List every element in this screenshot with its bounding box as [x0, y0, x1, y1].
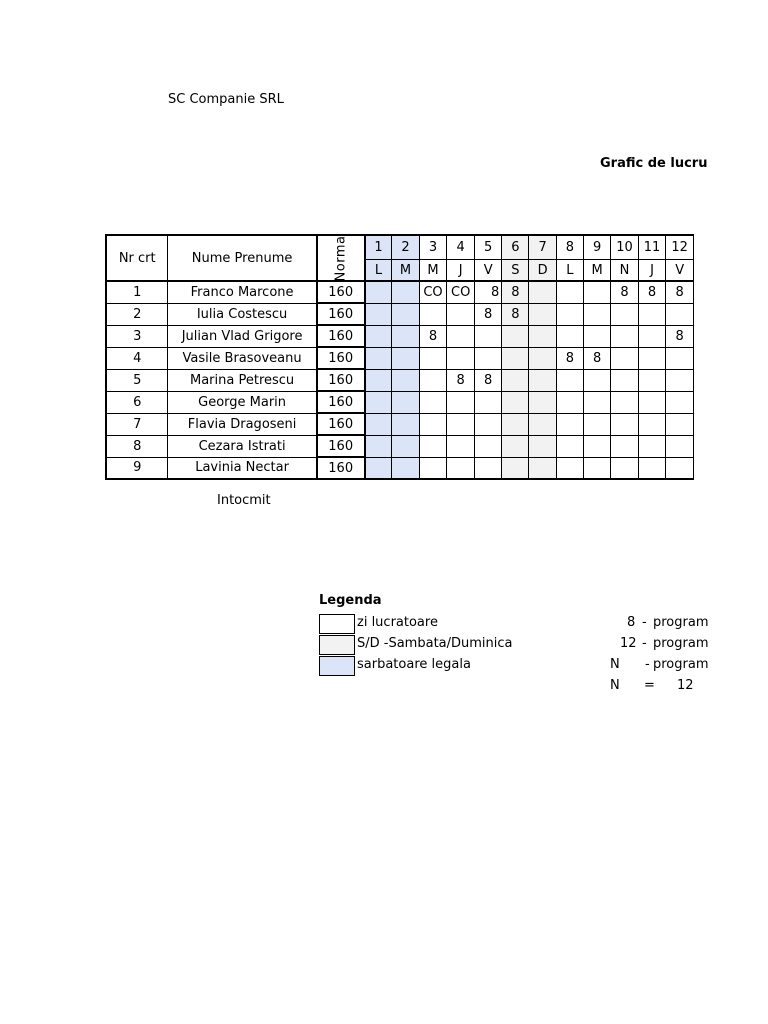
schedule-cell[interactable]	[392, 281, 419, 303]
row-norma[interactable]: 160	[317, 303, 365, 325]
row-norma[interactable]: 160	[317, 413, 365, 435]
schedule-cell[interactable]: 8	[556, 347, 583, 369]
schedule-cell[interactable]	[666, 457, 694, 479]
table-row	[106, 325, 694, 347]
schedule-cell[interactable]	[475, 435, 502, 457]
schedule-cell[interactable]	[529, 325, 556, 347]
schedule-cell[interactable]	[529, 391, 556, 413]
schedule-cell[interactable]: 8	[583, 347, 610, 369]
eq-op: =	[644, 678, 655, 693]
schedule-cell[interactable]	[611, 413, 639, 435]
schedule-cell[interactable]	[611, 435, 639, 457]
schedule-cell[interactable]	[638, 369, 666, 391]
schedule-cell[interactable]	[583, 413, 610, 435]
weekday-12: V	[666, 260, 694, 282]
schedule-cell[interactable]: 8	[502, 281, 529, 303]
legend-swatch	[319, 635, 355, 655]
row-name: Flavia Dragoseni	[168, 413, 317, 435]
table-row	[106, 347, 694, 369]
schedule-cell[interactable]	[529, 281, 556, 303]
schedule-cell[interactable]: 8	[666, 281, 694, 303]
schedule-cell[interactable]	[638, 325, 666, 347]
row-nr: 1	[106, 281, 168, 303]
day-number-10: 10	[611, 235, 639, 260]
schedule-cell[interactable]	[529, 457, 556, 479]
schedule-viewport	[105, 230, 694, 480]
header-row-days	[106, 235, 694, 260]
schedule-cell[interactable]	[475, 413, 502, 435]
page-title: Grafic de lucru	[600, 156, 708, 171]
row-norma[interactable]: 160	[317, 347, 365, 369]
row-name: Vasile Brasoveanu	[168, 347, 317, 369]
schedule-cell[interactable]: 8	[475, 303, 502, 325]
eq-right: 12	[677, 678, 694, 693]
schedule-cell[interactable]: 8	[447, 369, 475, 391]
day-number-3: 3	[419, 235, 447, 260]
day-number-6: 6	[502, 235, 529, 260]
schedule-cell[interactable]	[611, 457, 639, 479]
legend-sep: -	[642, 636, 647, 651]
weekday-10: N	[611, 260, 639, 282]
schedule-cell[interactable]	[447, 435, 475, 457]
row-nr: 7	[106, 413, 168, 435]
table-row	[106, 303, 694, 325]
schedule-cell[interactable]	[502, 325, 529, 347]
schedule-cell[interactable]	[502, 369, 529, 391]
schedule-cell[interactable]	[611, 325, 639, 347]
schedule-cell[interactable]	[447, 413, 475, 435]
schedule-cell[interactable]	[365, 457, 392, 479]
schedule-cell[interactable]	[475, 391, 502, 413]
day-number-12: 12	[666, 235, 694, 260]
eq-left: N	[610, 678, 620, 693]
schedule-cell[interactable]	[583, 457, 610, 479]
schedule-cell[interactable]	[666, 413, 694, 435]
table-row	[106, 435, 694, 457]
weekday-8: L	[556, 260, 583, 282]
schedule-cell[interactable]	[529, 303, 556, 325]
schedule-cell[interactable]: 8	[475, 281, 502, 303]
row-norma[interactable]: 160	[317, 369, 365, 391]
row-name: Iulia Costescu	[168, 303, 317, 325]
company-name: SC Companie SRL	[168, 92, 284, 107]
schedule-cell[interactable]	[556, 325, 583, 347]
schedule-cell[interactable]	[502, 457, 529, 479]
row-name: Marina Petrescu	[168, 369, 317, 391]
schedule-cell[interactable]	[666, 435, 694, 457]
schedule-cell[interactable]	[611, 391, 639, 413]
row-name: George Marin	[168, 391, 317, 413]
schedule-cell[interactable]	[583, 435, 610, 457]
day-number-5: 5	[475, 235, 502, 260]
schedule-cell[interactable]	[419, 303, 447, 325]
legend-code: 12	[620, 636, 637, 651]
row-nr: 8	[106, 435, 168, 457]
schedule-cell[interactable]	[529, 369, 556, 391]
table-row	[106, 413, 694, 435]
schedule-cell[interactable]	[666, 347, 694, 369]
day-number-1: 1	[365, 235, 392, 260]
row-nr: 5	[106, 369, 168, 391]
schedule-cell[interactable]	[392, 303, 419, 325]
schedule-cell[interactable]	[447, 391, 475, 413]
schedule-cell[interactable]	[475, 457, 502, 479]
row-name: Julian Vlad Grigore	[168, 325, 317, 347]
table-row	[106, 391, 694, 413]
schedule-cell[interactable]	[529, 413, 556, 435]
schedule-cell[interactable]	[419, 435, 447, 457]
row-nr: 9	[106, 457, 168, 479]
weekday-6: S	[502, 260, 529, 282]
schedule-cell[interactable]	[392, 413, 419, 435]
row-name: Lavinia Nectar	[168, 457, 317, 479]
legend-label: sarbatoare legala	[357, 657, 471, 672]
schedule-cell[interactable]	[365, 413, 392, 435]
schedule-cell[interactable]: 8	[502, 303, 529, 325]
day-number-4: 4	[447, 235, 475, 260]
schedule-cell[interactable]	[638, 435, 666, 457]
schedule-cell[interactable]	[502, 413, 529, 435]
prepared-by-label: Intocmit	[217, 493, 271, 508]
legend-code: 8	[627, 615, 636, 630]
schedule-cell[interactable]	[583, 391, 610, 413]
row-nr: 2	[106, 303, 168, 325]
schedule-cell[interactable]	[502, 391, 529, 413]
weekday-1: L	[365, 260, 392, 282]
weekday-9: M	[583, 260, 610, 282]
schedule-cell[interactable]	[392, 347, 419, 369]
schedule-cell[interactable]	[419, 391, 447, 413]
schedule-cell[interactable]	[419, 347, 447, 369]
weekday-4: J	[447, 260, 475, 282]
schedule-cell[interactable]	[365, 303, 392, 325]
schedule-cell[interactable]: 8	[475, 369, 502, 391]
row-norma[interactable]: 160	[317, 457, 365, 479]
schedule-cell[interactable]	[556, 457, 583, 479]
schedule-cell[interactable]: CO	[419, 281, 447, 303]
header-nr-crt: Nr crt	[106, 235, 168, 281]
schedule-cell[interactable]	[556, 435, 583, 457]
schedule-cell[interactable]: 8	[666, 325, 694, 347]
weekday-3: M	[419, 260, 447, 282]
table-row	[106, 281, 694, 303]
schedule-cell[interactable]	[392, 391, 419, 413]
schedule-cell[interactable]	[666, 369, 694, 391]
header-name: Nume Prenume	[168, 235, 317, 281]
header-norma-label: Norma	[333, 235, 349, 281]
schedule-cell[interactable]	[447, 457, 475, 479]
schedule-cell[interactable]	[638, 303, 666, 325]
header-norma	[317, 235, 365, 281]
day-number-8: 8	[556, 235, 583, 260]
schedule-cell[interactable]	[556, 281, 583, 303]
row-norma[interactable]: 160	[317, 391, 365, 413]
day-number-9: 9	[583, 235, 610, 260]
schedule-cell[interactable]	[638, 457, 666, 479]
row-nr: 3	[106, 325, 168, 347]
schedule-cell[interactable]	[392, 435, 419, 457]
schedule-cell[interactable]	[392, 325, 419, 347]
schedule-cell[interactable]	[556, 413, 583, 435]
schedule-cell[interactable]	[556, 369, 583, 391]
schedule-cell[interactable]	[611, 369, 639, 391]
schedule-cell[interactable]	[502, 435, 529, 457]
title-container	[600, 152, 708, 171]
legend-codes	[560, 612, 709, 702]
legend-swatch	[319, 614, 355, 634]
legend-label: S/D -Sambata/Duminica	[357, 636, 513, 651]
legend-text: program	[653, 636, 709, 651]
schedule-cell[interactable]	[447, 347, 475, 369]
schedule-cell[interactable]	[419, 457, 447, 479]
weekday-7: D	[529, 260, 556, 282]
row-nr: 4	[106, 347, 168, 369]
day-number-11: 11	[638, 235, 666, 260]
schedule-cell[interactable]	[365, 347, 392, 369]
schedule-cell[interactable]	[419, 413, 447, 435]
legend-sep: -	[642, 615, 647, 630]
table-row	[106, 457, 694, 479]
schedule-cell[interactable]	[365, 391, 392, 413]
row-name: Cezara Istrati	[168, 435, 317, 457]
schedule-cell[interactable]	[638, 347, 666, 369]
schedule-cell[interactable]	[611, 347, 639, 369]
table-row	[106, 369, 694, 391]
schedule-cell[interactable]	[419, 369, 447, 391]
row-norma[interactable]: 160	[317, 281, 365, 303]
weekday-5: V	[475, 260, 502, 282]
schedule-cell[interactable]	[365, 281, 392, 303]
schedule-cell[interactable]	[638, 413, 666, 435]
schedule-cell[interactable]	[666, 391, 694, 413]
schedule-cell[interactable]	[447, 325, 475, 347]
legend-code: N	[610, 657, 620, 672]
legend-swatch	[319, 656, 355, 676]
schedule-table	[105, 234, 694, 480]
row-norma[interactable]: 160	[317, 325, 365, 347]
schedule-cell[interactable]	[583, 281, 610, 303]
schedule-cell[interactable]	[583, 369, 610, 391]
legend-title: Legenda	[319, 593, 382, 608]
legend-label: zi lucratoare	[357, 615, 438, 630]
legend-text: program	[653, 657, 709, 672]
schedule-cell[interactable]	[638, 391, 666, 413]
schedule-cell[interactable]	[365, 435, 392, 457]
schedule-cell[interactable]	[447, 303, 475, 325]
schedule-cell[interactable]: 8	[419, 325, 447, 347]
schedule-cell[interactable]	[583, 303, 610, 325]
schedule-cell[interactable]	[583, 325, 610, 347]
schedule-cell[interactable]	[556, 391, 583, 413]
schedule-cell[interactable]	[392, 369, 419, 391]
schedule-cell[interactable]: 8	[611, 281, 639, 303]
schedule-cell[interactable]: 8	[638, 281, 666, 303]
schedule-cell[interactable]	[556, 303, 583, 325]
schedule-cell[interactable]	[392, 457, 419, 479]
schedule-cell[interactable]	[365, 325, 392, 347]
schedule-cell[interactable]	[611, 303, 639, 325]
schedule-cell[interactable]	[475, 347, 502, 369]
row-nr: 6	[106, 391, 168, 413]
schedule-cell[interactable]	[529, 347, 556, 369]
schedule-cell[interactable]	[475, 325, 502, 347]
schedule-cell[interactable]: CO	[447, 281, 475, 303]
row-name: Franco Marcone	[168, 281, 317, 303]
weekday-2: M	[392, 260, 419, 282]
day-number-7: 7	[529, 235, 556, 260]
schedule-cell[interactable]	[365, 369, 392, 391]
legend-sep: -	[645, 657, 650, 672]
schedule-cell[interactable]	[529, 435, 556, 457]
legend-text: program	[653, 615, 709, 630]
day-number-2: 2	[392, 235, 419, 260]
row-norma[interactable]: 160	[317, 435, 365, 457]
schedule-cell[interactable]	[666, 303, 694, 325]
weekday-11: J	[638, 260, 666, 282]
schedule-cell[interactable]	[502, 347, 529, 369]
